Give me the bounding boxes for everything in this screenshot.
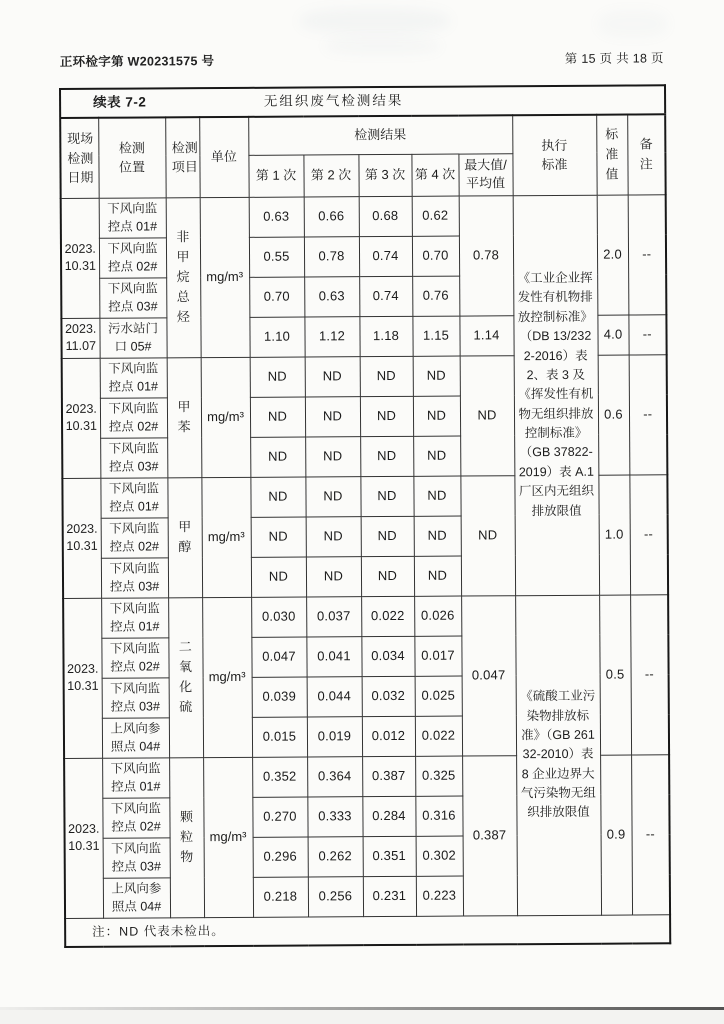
cell-unit: mg/m³ [202, 597, 252, 757]
cell-max-avg: ND [460, 355, 515, 475]
footnote-cell: 注：ND 代表未检出。 [65, 914, 670, 947]
cell-value: 0.55 [249, 237, 304, 277]
table-row [60, 85, 665, 118]
cell-value: ND [305, 396, 360, 436]
cell-date: 2023.10.31 [64, 758, 103, 918]
cell-value: 0.78 [304, 236, 359, 276]
cell-value: ND [250, 477, 305, 517]
cell-value: 0.62 [412, 196, 459, 236]
cell-value: ND [413, 356, 460, 396]
cell-max-avg: 0.387 [462, 755, 517, 915]
cell-value: 0.034 [361, 636, 414, 676]
cell-location: 下风向监控点 01# [100, 357, 167, 397]
hdr-run4: 第 4 次 [411, 154, 458, 196]
cell-value: 0.284 [362, 796, 415, 836]
cell-date: 2023.11.07 [61, 318, 99, 358]
cell-location: 下风向监控点 01# [99, 197, 166, 237]
cell-value: 0.047 [251, 637, 306, 677]
cell-value: 0.030 [251, 597, 306, 637]
cell-date: 2023.10.31 [61, 198, 100, 318]
cell-value: 0.70 [412, 236, 459, 276]
cell-location: 下风向监控点 02# [101, 637, 168, 677]
cell-value: 0.74 [359, 236, 412, 276]
cell-value: 0.316 [415, 796, 462, 836]
cell-value: ND [306, 516, 361, 556]
cell-value: ND [413, 436, 460, 476]
cell-remark: -- [628, 194, 667, 314]
cell-value: 0.302 [416, 836, 463, 876]
cell-value: ND [414, 556, 461, 596]
hdr-item: 检测项目 [165, 117, 199, 197]
cell-date: 2023.10.31 [62, 478, 101, 598]
cell-value: 0.74 [359, 276, 412, 316]
hdr-date: 现场检测日期 [60, 118, 98, 198]
hdr-standard-value: 标准值 [596, 115, 627, 195]
cell-value: ND [413, 476, 460, 516]
cell-value: 0.025 [415, 676, 462, 716]
cell-value: 0.63 [304, 276, 359, 316]
cell-standard-value: 0.5 [599, 595, 631, 755]
cell-remark: -- [628, 314, 666, 354]
cell-location: 下风向监控点 02# [101, 517, 168, 557]
table-row [61, 194, 666, 238]
scan-margin [0, 1010, 724, 1024]
cell-value: 0.387 [362, 756, 415, 796]
cell-item: 二氧化硫 [168, 597, 203, 757]
cell-value: 0.017 [414, 636, 461, 676]
cell-value: 1.12 [304, 316, 359, 356]
cell-location: 下风向监控点 02# [100, 397, 167, 437]
cell-value: 0.296 [253, 837, 308, 877]
detection-results-table [59, 84, 671, 948]
cell-value: ND [361, 516, 414, 556]
cell-value: 0.270 [252, 797, 307, 837]
hdr-max-avg: 最大值/平均值 [458, 153, 512, 195]
cell-standard: 《硫酸工业污染物排放标准》（GB 26132-2010）表 8 企业边界大气污染物无组织排放限值 [515, 595, 601, 916]
cell-value: ND [306, 556, 361, 596]
cell-value: 0.019 [307, 716, 362, 756]
cell-value: ND [413, 396, 460, 436]
continued-table-label: 续表 7-2 [93, 94, 147, 111]
table-header-row [60, 114, 665, 156]
cell-value: ND [360, 396, 413, 436]
cell-value: 0.70 [249, 277, 304, 317]
cell-unit: mg/m³ [200, 197, 250, 357]
cell-value: 0.022 [361, 596, 414, 636]
cell-location: 下风向监控点 03# [99, 277, 166, 317]
cell-value: 0.76 [412, 276, 459, 316]
cell-date: 2023.10.31 [63, 598, 102, 758]
cell-location: 下风向监控点 03# [100, 437, 167, 477]
cell-location: 上风向参照点 04# [102, 717, 169, 757]
table-row [65, 914, 670, 947]
page-header [60, 48, 664, 70]
cell-value: 0.325 [415, 756, 462, 796]
cell-value: 0.032 [362, 676, 415, 716]
cell-location: 下风向监控点 03# [102, 677, 169, 717]
cell-location: 下风向监控点 02# [102, 797, 169, 837]
cell-value: 0.012 [362, 716, 415, 756]
cell-value: ND [305, 436, 360, 476]
cell-location: 下风向监控点 03# [103, 837, 170, 877]
cell-value: 0.037 [306, 596, 361, 636]
cell-value: ND [250, 357, 305, 397]
cell-standard: 《工业企业挥发性有机物排放控制标准》（DB 13/2322-2016）表 2、表 3 及《挥发性有机物无组织排放控制标准》（GB 37822-2019）表 A.1 厂区内无组织排放限值 [513, 195, 599, 596]
cell-unit: mg/m³ [201, 477, 251, 597]
cell-value: 0.015 [252, 717, 307, 757]
cell-value: 0.68 [359, 196, 412, 236]
cell-value: ND [305, 356, 360, 396]
cell-standard-value: 1.0 [598, 475, 630, 595]
cell-value: 0.351 [363, 836, 416, 876]
cell-value: 0.364 [307, 756, 362, 796]
hdr-remark: 备注 [627, 114, 665, 194]
hdr-location: 检测位置 [98, 117, 165, 197]
hdr-results-group: 检测结果 [248, 115, 512, 155]
cell-value: 0.044 [307, 676, 362, 716]
hdr-standard: 执行标准 [512, 115, 596, 196]
cell-value: 0.333 [307, 796, 362, 836]
cell-value: 0.026 [414, 596, 461, 636]
cell-value: 0.63 [249, 197, 304, 237]
cell-remark: -- [631, 754, 670, 914]
cell-location: 下风向监控点 02# [99, 237, 166, 277]
cell-value: 1.15 [412, 316, 459, 356]
cell-value: ND [361, 556, 414, 596]
cell-unit: mg/m³ [201, 357, 251, 477]
cell-item: 颗粒物 [169, 757, 204, 917]
cell-location: 下风向监控点 01# [102, 757, 169, 797]
hdr-unit: 单位 [199, 117, 248, 197]
cell-value: 1.10 [249, 317, 304, 357]
cell-value: ND [360, 476, 413, 516]
cell-value: ND [360, 356, 413, 396]
cell-item: 非甲烷总烃 [166, 197, 201, 357]
cell-value: ND [360, 436, 413, 476]
document-number: 正环检字第 W20231575 号 [59, 54, 215, 70]
cell-value: 0.218 [253, 877, 308, 917]
cell-standard-value: 4.0 [597, 315, 628, 355]
cell-value: ND [305, 476, 360, 516]
cell-value: 0.352 [252, 757, 307, 797]
cell-standard-value: 0.6 [598, 355, 630, 475]
cell-unit: mg/m³ [203, 757, 253, 917]
cell-location: 下风向监控点 03# [101, 557, 168, 597]
page-indicator: 第 15 页 共 18 页 [564, 51, 664, 66]
hdr-run3: 第 3 次 [358, 154, 411, 196]
cell-date: 2023.10.31 [62, 358, 101, 478]
cell-remark: -- [629, 354, 668, 474]
cell-item: 甲醇 [167, 477, 202, 597]
cell-value: ND [414, 516, 461, 556]
cell-value: 0.223 [416, 876, 463, 916]
cell-item: 甲苯 [167, 357, 202, 477]
cell-location: 上风向参照点 04# [103, 877, 170, 917]
cell-value: 0.039 [252, 677, 307, 717]
table-row [63, 594, 668, 638]
cell-location: 下风向监控点 01# [100, 477, 167, 517]
cell-remark: -- [629, 474, 668, 594]
cell-value: 0.231 [363, 876, 416, 916]
cell-standard-value: 2.0 [597, 195, 629, 315]
cell-value: 0.022 [415, 716, 462, 756]
hdr-run2: 第 2 次 [303, 154, 358, 196]
cell-remark: -- [630, 594, 669, 754]
cell-max-avg: 0.78 [459, 195, 514, 315]
cell-standard-value: 0.9 [600, 755, 632, 915]
cell-max-avg: 1.14 [459, 315, 513, 355]
cell-location: 下风向监控点 01# [101, 597, 168, 637]
cell-value: ND [251, 517, 306, 557]
hdr-run1: 第 1 次 [248, 155, 303, 197]
cell-value: 1.18 [359, 316, 412, 356]
cell-max-avg: 0.047 [461, 595, 516, 755]
cell-value: 0.041 [306, 636, 361, 676]
cell-max-avg: ND [460, 475, 515, 595]
cell-value: 0.66 [304, 196, 359, 236]
cell-location: 污水站门口 05# [99, 317, 166, 357]
cell-value: 0.262 [308, 836, 363, 876]
cell-value: ND [251, 557, 306, 597]
table-title-cell [60, 85, 665, 118]
table-title: 无组织废气检测结果 [263, 93, 404, 110]
cell-value: ND [250, 397, 305, 437]
cell-value: 0.256 [308, 876, 363, 916]
cell-value: ND [250, 437, 305, 477]
